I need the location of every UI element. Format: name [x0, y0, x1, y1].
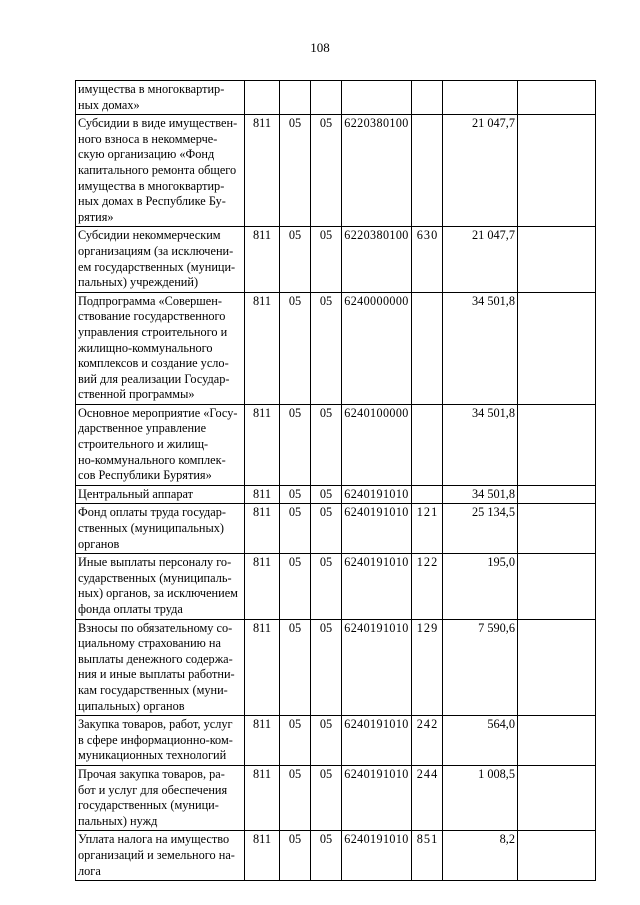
section-code-cell: 05: [280, 831, 311, 881]
target-article-code-cell: 6240191010: [342, 619, 412, 716]
expense-name-line: ципальных) органов: [78, 698, 185, 713]
target-article-code-cell: 6240100000: [342, 404, 412, 485]
extra-amount-cell: [518, 81, 596, 115]
expense-name-line: ственной программы»: [78, 387, 195, 402]
expense-name-line: скую организацию «Фонд: [78, 147, 215, 162]
expense-type-code-cell: [412, 292, 443, 404]
expense-name-line: ного взноса в некоммерче-: [78, 131, 218, 146]
target-article-code-cell: 6240191010: [342, 504, 412, 554]
expense-name-line: кам государственных (муни-: [78, 682, 228, 697]
expense-name-cell: [76, 115, 245, 227]
expense-name-line: ных домах в Республике Бу-: [78, 194, 226, 209]
subsection-code-cell: 05: [311, 716, 342, 766]
subsection-code-cell: 05: [311, 504, 342, 554]
target-article-code-cell: 6240191010: [342, 831, 412, 881]
target-article-code-cell: 6240191010: [342, 554, 412, 619]
subsection-code-cell: 05: [311, 292, 342, 404]
subsection-code-cell: 05: [311, 765, 342, 830]
amount-cell: 564,0: [443, 716, 518, 766]
amount-cell: 7 590,6: [443, 619, 518, 716]
budget-table-body: [76, 81, 596, 881]
expense-name-cell: [76, 404, 245, 485]
expense-name-line: пальных) нужд: [78, 813, 158, 828]
expense-name-line: государственных (муници-: [78, 798, 219, 813]
expense-name-line: пальных) учреждений): [78, 275, 199, 290]
expense-type-code-cell: 122: [412, 554, 443, 619]
subsection-code-cell: [311, 81, 342, 115]
expense-name-line: организаций и земельного на-: [78, 847, 235, 862]
amount-cell: 34 501,8: [443, 485, 518, 504]
expense-name-line: вий для реализации Государ-: [78, 371, 230, 386]
subsection-code-cell: 05: [311, 831, 342, 881]
target-article-code-cell: 6240000000: [342, 292, 412, 404]
expense-name-line: дарственное управление: [78, 421, 207, 436]
ministry-code-cell: 811: [245, 619, 280, 716]
expense-name-line: ных домах»: [78, 97, 140, 112]
target-article-code-cell: 6220380100: [342, 227, 412, 292]
expense-name-line: Подпрограмма «Совершен-: [78, 293, 222, 308]
subsection-code-cell: 05: [311, 485, 342, 504]
target-article-code-cell: [342, 81, 412, 115]
expense-name-line: Прочая закупка товаров, ра-: [78, 766, 225, 781]
expense-name-cell: [76, 227, 245, 292]
section-code-cell: 05: [280, 504, 311, 554]
expense-type-code-cell: 851: [412, 831, 443, 881]
extra-amount-cell: [518, 716, 596, 766]
table-row: [76, 619, 596, 716]
section-code-cell: 05: [280, 765, 311, 830]
expense-name-line: организациям (за исключени-: [78, 243, 234, 258]
table-row: [76, 115, 596, 227]
expense-name-line: Иные выплаты персоналу го-: [78, 555, 232, 570]
budget-table: [75, 80, 596, 881]
expense-name-cell: [76, 292, 245, 404]
expense-name-cell: [76, 485, 245, 504]
target-article-code-cell: 6220380100: [342, 115, 412, 227]
extra-amount-cell: [518, 485, 596, 504]
expense-name-line: ствование государственного: [78, 309, 226, 324]
amount-cell: 8,2: [443, 831, 518, 881]
expense-name-line: Центральный аппарат: [78, 486, 193, 501]
expense-type-code-cell: [412, 81, 443, 115]
expense-name-line: имущества в многоквартир-: [78, 82, 225, 96]
expense-name-line: рятия»: [78, 209, 114, 224]
extra-amount-cell: [518, 831, 596, 881]
extra-amount-cell: [518, 115, 596, 227]
expense-name-line: Фонд оплаты труда государ-: [78, 505, 226, 520]
expense-name-line: строительного и жилищ-: [78, 437, 209, 452]
expense-name-line: ем государственных (муници-: [78, 259, 236, 274]
section-code-cell: 05: [280, 227, 311, 292]
expense-name-line: ственных (муниципальных): [78, 521, 224, 536]
ministry-code-cell: 811: [245, 504, 280, 554]
subsection-code-cell: 05: [311, 115, 342, 227]
extra-amount-cell: [518, 292, 596, 404]
expense-name-line: ния и иные выплаты работни-: [78, 667, 235, 682]
expense-name-line: лога: [78, 863, 101, 878]
page-number: 108: [310, 40, 330, 55]
ministry-code-cell: 811: [245, 292, 280, 404]
subsection-code-cell: 05: [311, 227, 342, 292]
ministry-code-cell: 811: [245, 485, 280, 504]
ministry-code-cell: 811: [245, 554, 280, 619]
expense-type-code-cell: 244: [412, 765, 443, 830]
expense-name-line: сударственных (муниципаль-: [78, 570, 232, 585]
expense-type-code-cell: 630: [412, 227, 443, 292]
table-row: [76, 81, 596, 115]
expense-type-code-cell: [412, 404, 443, 485]
subsection-code-cell: 05: [311, 619, 342, 716]
table-row: [76, 227, 596, 292]
section-code-cell: 05: [280, 292, 311, 404]
expense-name-cell: [76, 716, 245, 766]
section-code-cell: [280, 81, 311, 115]
table-row: [76, 554, 596, 619]
expense-name-line: в сфере информационно-ком-: [78, 732, 233, 747]
extra-amount-cell: [518, 765, 596, 830]
amount-cell: 195,0: [443, 554, 518, 619]
subsection-code-cell: 05: [311, 554, 342, 619]
expense-name-line: Закупка товаров, работ, услуг: [78, 717, 233, 732]
amount-cell: 34 501,8: [443, 292, 518, 404]
expense-name-line: органов: [78, 536, 120, 551]
expense-name-line: комплексов и создание усло-: [78, 356, 229, 371]
table-row: [76, 831, 596, 881]
expense-name-line: Уплата налога на имущество: [78, 832, 230, 847]
subsection-code-cell: 05: [311, 404, 342, 485]
extra-amount-cell: [518, 404, 596, 485]
table-row: [76, 504, 596, 554]
expense-name-cell: [76, 504, 245, 554]
amount-cell: [443, 81, 518, 115]
ministry-code-cell: 811: [245, 765, 280, 830]
extra-amount-cell: [518, 619, 596, 716]
expense-name-line: Взносы по обязательному со-: [78, 620, 233, 635]
expense-name-line: имущества в многоквартир-: [78, 178, 225, 193]
expense-type-code-cell: [412, 485, 443, 504]
expense-name-line: Субсидии некоммерческим: [78, 228, 221, 243]
expense-name-line: ных) органов, за исключением: [78, 586, 238, 601]
extra-amount-cell: [518, 227, 596, 292]
expense-name-cell: [76, 619, 245, 716]
expense-name-line: управления строительного и: [78, 324, 228, 339]
ministry-code-cell: 811: [245, 404, 280, 485]
expense-type-code-cell: 129: [412, 619, 443, 716]
extra-amount-cell: [518, 554, 596, 619]
extra-amount-cell: [518, 504, 596, 554]
amount-cell: 1 008,5: [443, 765, 518, 830]
expense-name-line: фонда оплаты труда: [78, 602, 183, 616]
section-code-cell: 05: [280, 485, 311, 504]
expense-name-line: муникационных технологий: [78, 748, 227, 763]
expense-type-code-cell: 121: [412, 504, 443, 554]
target-article-code-cell: 6240191010: [342, 716, 412, 766]
target-article-code-cell: 6240191010: [342, 485, 412, 504]
expense-name-cell: [76, 765, 245, 830]
expense-name-cell: [76, 554, 245, 619]
table-row: [76, 716, 596, 766]
expense-name-line: сов Республики Бурятия»: [78, 468, 212, 483]
table-row: [76, 765, 596, 830]
expense-name-line: Основное мероприятие «Госу-: [78, 405, 238, 420]
expense-type-code-cell: 242: [412, 716, 443, 766]
ministry-code-cell: 811: [245, 831, 280, 881]
section-code-cell: 05: [280, 716, 311, 766]
ministry-code-cell: 811: [245, 115, 280, 227]
expense-name-cell: [76, 81, 245, 115]
table-row: [76, 485, 596, 504]
ministry-code-cell: 811: [245, 716, 280, 766]
amount-cell: 25 134,5: [443, 504, 518, 554]
expense-name-line: жилищно-коммунального: [78, 340, 213, 355]
expense-name-line: капитального ремонта общего: [78, 162, 237, 177]
section-code-cell: 05: [280, 115, 311, 227]
expense-name-line: бот и услуг для обеспечения: [78, 782, 228, 797]
ministry-code-cell: [245, 81, 280, 115]
expense-name-line: но-коммунального комплек-: [78, 452, 226, 467]
expense-name-cell: [76, 831, 245, 881]
expense-name-line: выплаты денежного содержа-: [78, 651, 233, 666]
section-code-cell: 05: [280, 619, 311, 716]
expense-name-line: циальному страхованию на: [78, 636, 221, 651]
section-code-cell: 05: [280, 404, 311, 485]
table-row: [76, 404, 596, 485]
section-code-cell: 05: [280, 554, 311, 619]
table-row: [76, 292, 596, 404]
expense-name-line: Субсидии в виде имуществен-: [78, 116, 238, 131]
amount-cell: 34 501,8: [443, 404, 518, 485]
target-article-code-cell: 6240191010: [342, 765, 412, 830]
expense-type-code-cell: [412, 115, 443, 227]
ministry-code-cell: 811: [245, 227, 280, 292]
amount-cell: 21 047,7: [443, 227, 518, 292]
amount-cell: 21 047,7: [443, 115, 518, 227]
